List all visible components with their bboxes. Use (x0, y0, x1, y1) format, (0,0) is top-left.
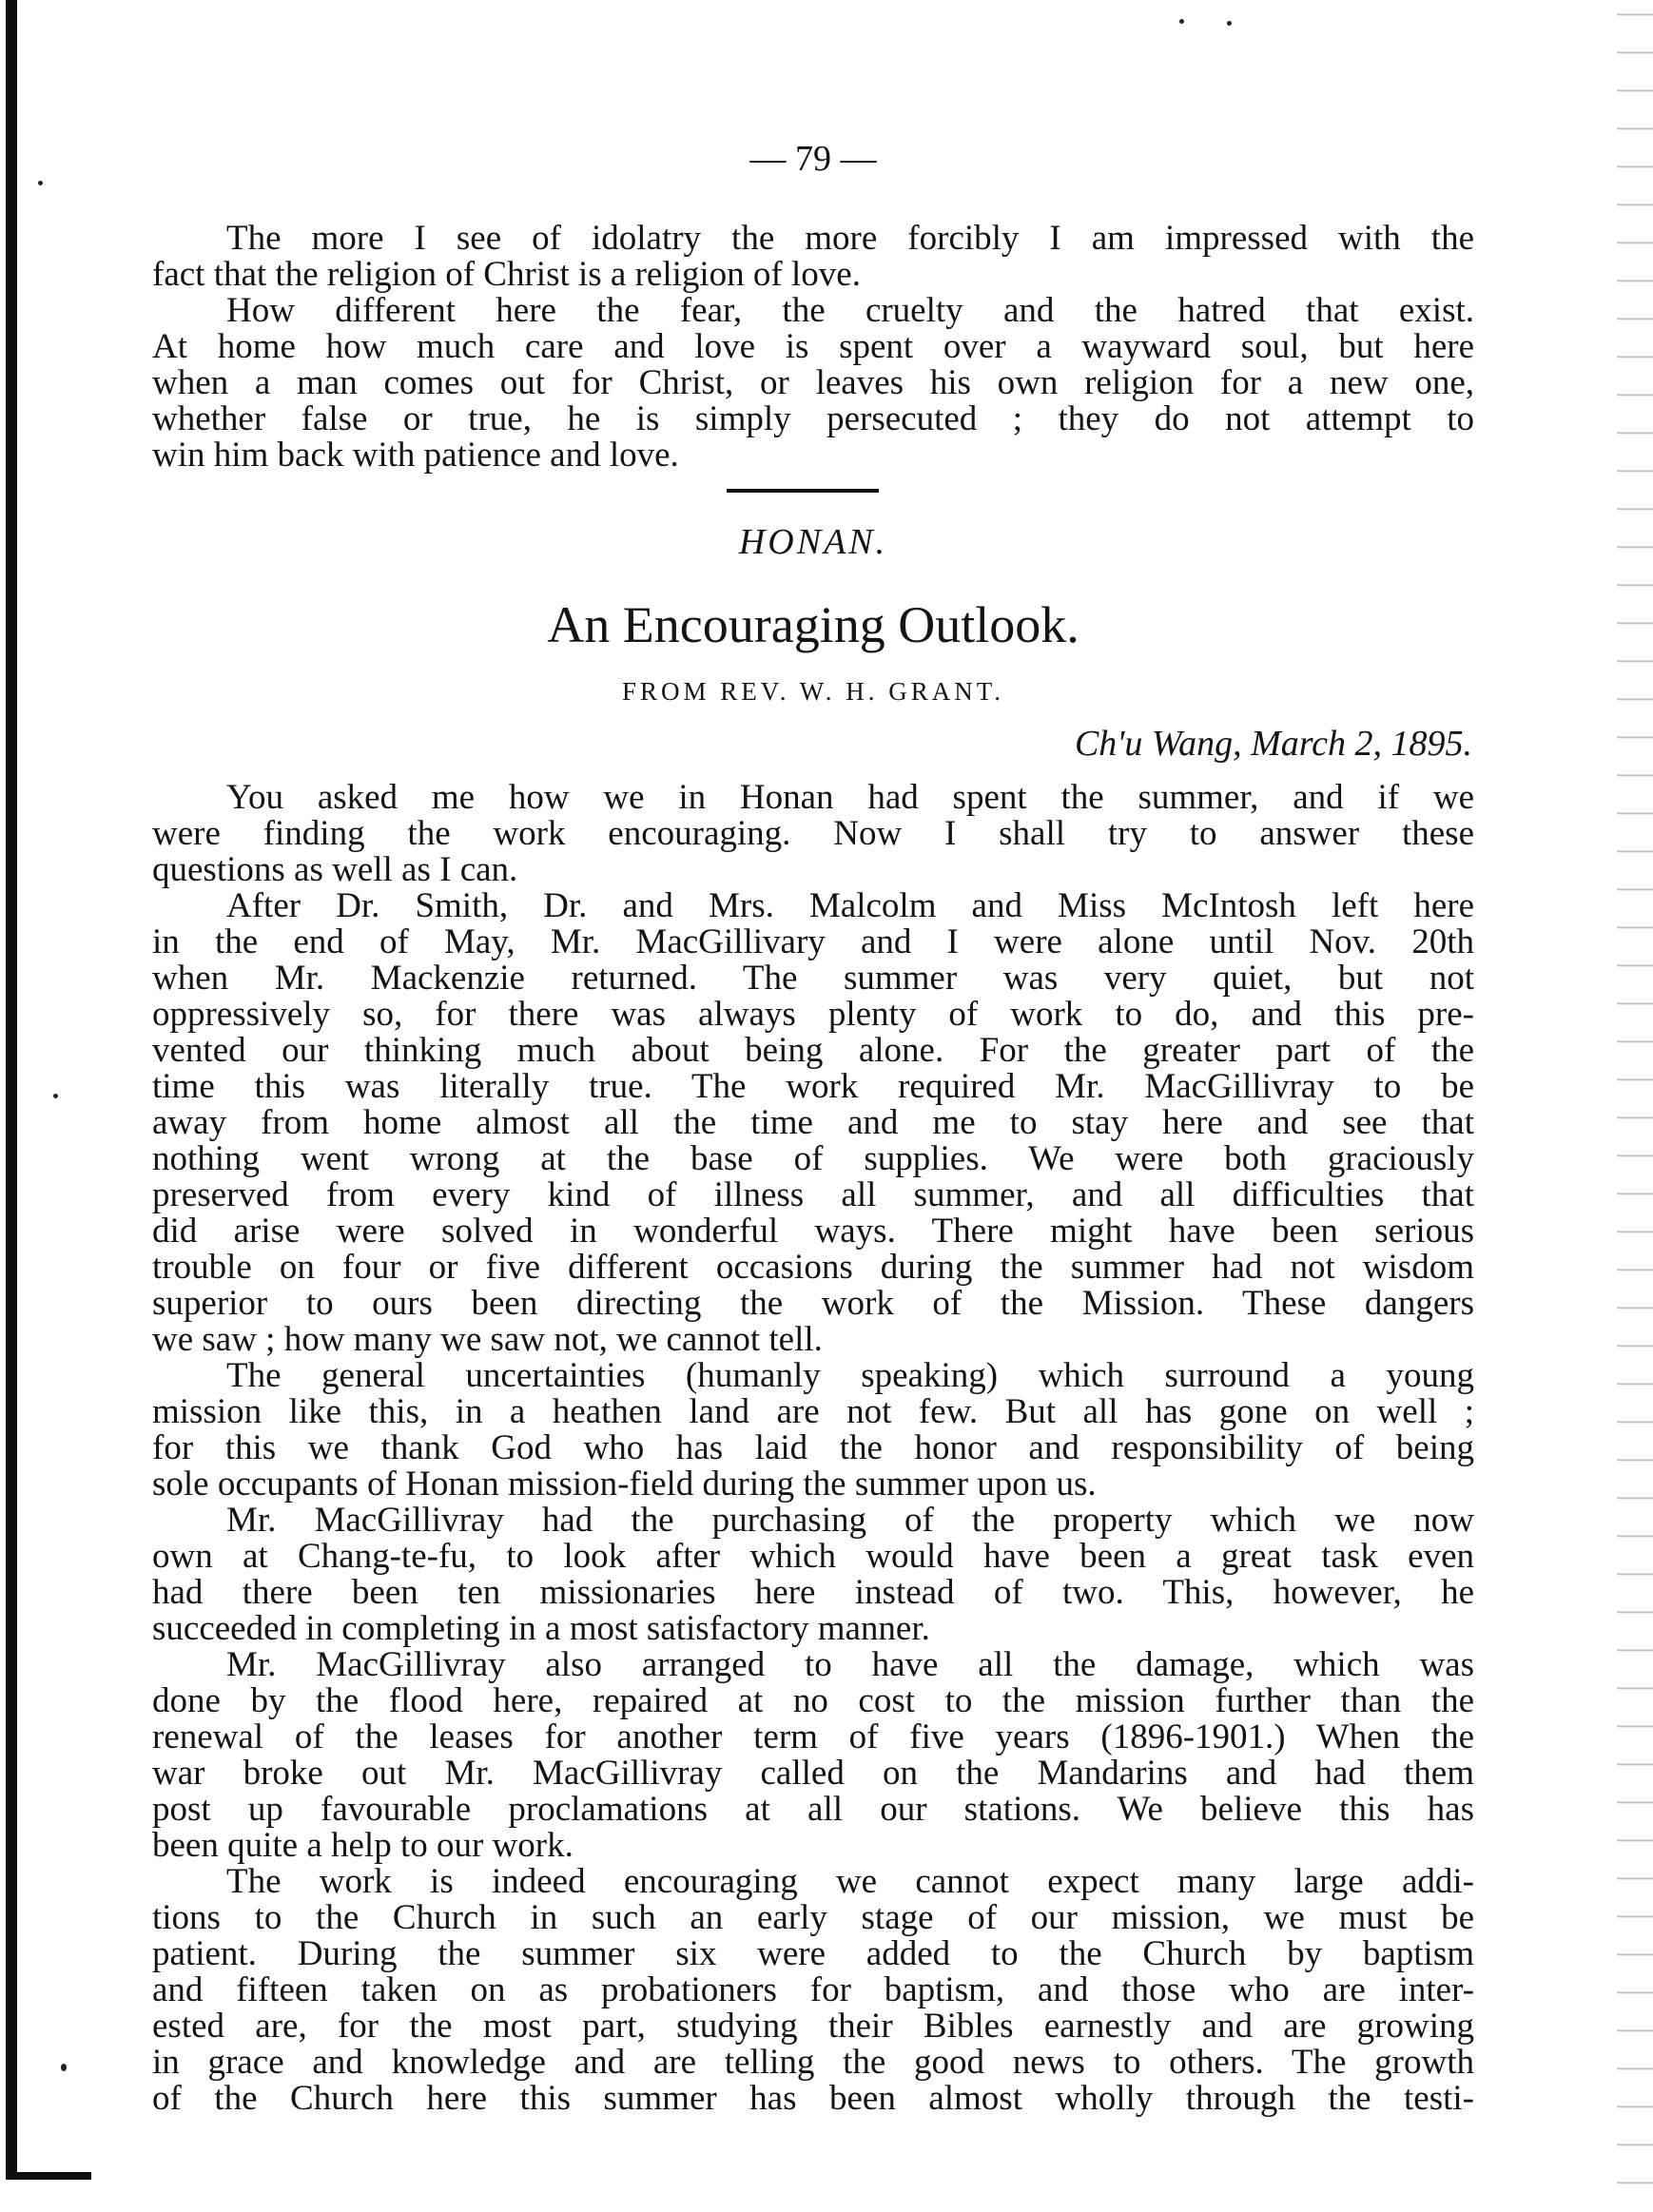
text-line: patient. During the summer six were added to the Church by baptism (152, 1934, 1474, 1973)
text-line: in the end of May, Mr. MacGillivary and I were alone until Nov. 20th (152, 922, 1474, 961)
text-line: win him back with patience and love. (152, 436, 679, 475)
text-line: The more I see of idolatry the more forcibly I am impressed with the (226, 219, 1474, 258)
text-line: whether false or true, he is simply persecuted ; they do not attempt to (152, 399, 1474, 438)
text-line: own at Chang-te-fu, to look after which would have been a great task even (152, 1537, 1474, 1576)
intro-paragraph-1 (152, 221, 1474, 293)
text-line: away from home almost all the time and me to stay here and see that (152, 1103, 1474, 1142)
text-line: The work is indeed encouraging we cannot expect many large addi- (226, 1862, 1474, 1901)
text-line: time this was literally true. The work required Mr. MacGillivray to be (152, 1067, 1474, 1106)
text-line: trouble on four or five different occasions during the summer had not wisdom (152, 1248, 1474, 1287)
scan-bottom-corner-mark (6, 2172, 91, 2180)
text-line: tions to the Church in such an early stage of our mission, we must be (152, 1898, 1474, 1937)
page-number: — 79 — (749, 139, 877, 179)
text-line: had there been ten missionaries here instead of two. This, however, he (152, 1573, 1474, 1612)
scan-speck (53, 1094, 58, 1098)
text-line: sole occupants of Honan mission-field during the summer upon us. (152, 1465, 1097, 1504)
section-heading: HONAN. (738, 522, 888, 562)
text-line: fact that the religion of Christ is a religion of love. (152, 255, 861, 294)
text-line: Mr. MacGillivray also arranged to have all the damage, which was (226, 1645, 1474, 1684)
article-paragraph-1 (152, 780, 1474, 888)
text-line: preserved from every kind of illness all summer, and all difficulties that (152, 1175, 1474, 1214)
text-line: vented our thinking much about being alone. For the greater part of the (152, 1031, 1474, 1070)
text-line: did arise were solved in wonderful ways. There might have been serious (152, 1212, 1474, 1251)
text-line: oppressively so, for there was always plenty of work to do, and this pre- (152, 995, 1474, 1034)
scan-speck (61, 2064, 67, 2071)
scan-right-edge-noise (1617, 0, 1653, 2212)
text-line: succeeded in completing in a most satisfactory manner. (152, 1609, 930, 1648)
text-line: for this we thank God who has laid the honor and responsibility of being (152, 1428, 1474, 1467)
text-line: superior to ours been directing the work of the Mission. These dangers (152, 1284, 1474, 1323)
text-line: renewal of the leases for another term of five years (1896-1901.) When the (152, 1717, 1474, 1756)
article-byline: FROM REV. W. H. GRANT. (621, 677, 1005, 706)
text-line: post up favourable proclamations at all our stations. We believe this has (152, 1790, 1474, 1829)
article-title: An Encouraging Outlook. (547, 596, 1079, 653)
text-line: were finding the work encouraging. Now I shall try to answer these (152, 814, 1474, 853)
text-line: Mr. MacGillivray had the purchasing of the property which we now (226, 1501, 1474, 1540)
text-line: How different here the fear, the cruelty and the hatred that exist. (226, 291, 1474, 330)
text-line: and fifteen taken on as probationers for baptism, and those who are inter- (152, 1970, 1474, 2009)
scan-speck (38, 181, 43, 185)
scan-left-margin-bar (6, 0, 17, 2178)
article-paragraph-2 (152, 888, 1474, 1358)
article-paragraph-6 (152, 1864, 1474, 2117)
intro-paragraph-2 (152, 293, 1474, 474)
text-line: At home how much care and love is spent over a wayward soul, but here (152, 327, 1474, 366)
article-paragraph-5 (152, 1647, 1474, 1864)
text-line: You asked me how we in Honan had spent the summer, and if we (226, 778, 1474, 817)
text-line: when a man comes out for Christ, or leaves his own religion for a new one, (152, 363, 1474, 402)
section-divider-rule (727, 489, 879, 493)
scan-speck (1179, 19, 1184, 24)
text-line: questions as well as I can. (152, 850, 518, 889)
article-dateline: Ch'u Wang, March 2, 1895. (1074, 724, 1472, 764)
text-line: of the Church here this summer has been almost wholly through the testi- (152, 2079, 1474, 2118)
text-line: done by the flood here, repaired at no cost to the mission further than the (152, 1681, 1474, 1720)
text-line: we saw ; how many we saw not, we cannot tell. (152, 1320, 823, 1359)
text-line: After Dr. Smith, Dr. and Mrs. Malcolm and Miss McIntosh left here (226, 886, 1474, 925)
text-line: nothing went wrong at the base of supplies. We were both graciously (152, 1139, 1474, 1178)
text-line: in grace and knowledge and are telling the good news to others. The growth (152, 2043, 1474, 2082)
text-line: when Mr. Mackenzie returned. The summer was very quiet, but not (152, 959, 1474, 998)
article-paragraph-3 (152, 1358, 1474, 1503)
text-line: mission like this, in a heathen land are not few. But all has gone on well ; (152, 1392, 1474, 1431)
text-line: The general uncertainties (humanly speaking) which surround a young (226, 1356, 1474, 1395)
text-line: war broke out Mr. MacGillivray called on the Mandarins and had them (152, 1754, 1474, 1793)
article-paragraph-4 (152, 1503, 1474, 1647)
text-line: ested are, for the most part, studying their Bibles earnestly and are growing (152, 2007, 1474, 2046)
scan-speck (1227, 21, 1232, 26)
text-line: been quite a help to our work. (152, 1826, 574, 1865)
